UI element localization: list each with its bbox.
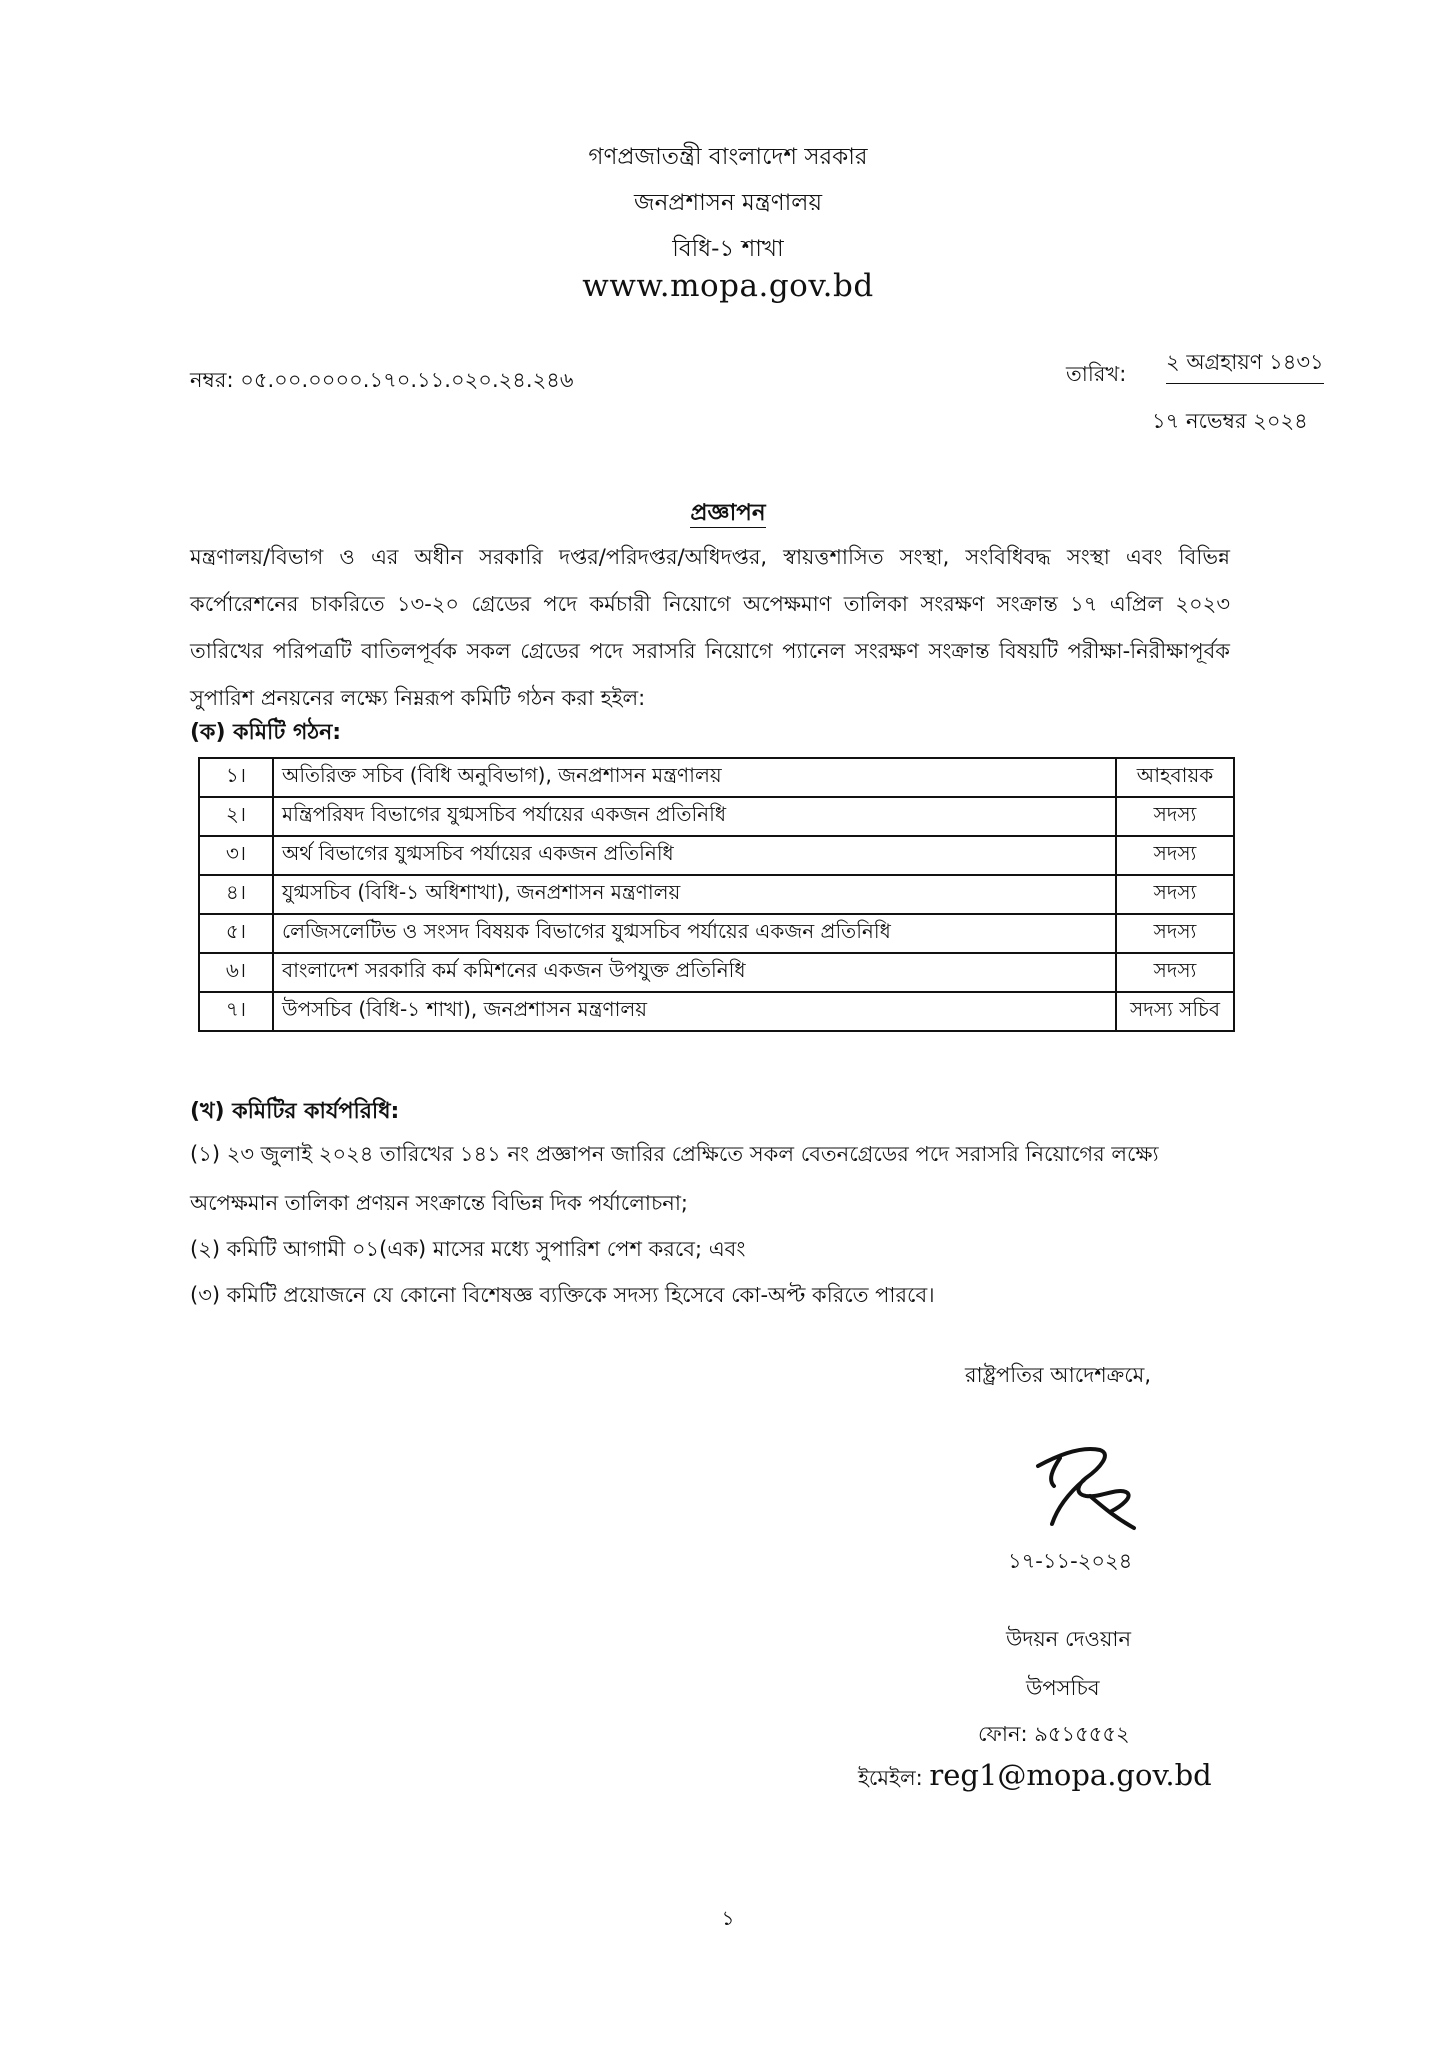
tor-item-1-continued: অপেক্ষমান তালিকা প্রণয়ন সংক্রান্তে বিভিন্ন দিক পর্যালোচনা; bbox=[190, 1191, 688, 1215]
committee-row bbox=[199, 953, 1234, 992]
committee-serial: ৭। bbox=[199, 992, 273, 1031]
notification-title-text: প্রজ্ঞাপন bbox=[690, 500, 766, 526]
committee-member: যুগ্মসচিব (বিধি-১ অধিশাখা), জনপ্রশাসন মন্ত্রণালয় bbox=[273, 875, 1116, 914]
committee-serial: ২। bbox=[199, 797, 273, 836]
section-b-heading: (খ) কমিটির কার্যপরিধি: bbox=[190, 1099, 400, 1124]
government-name: গণপ্রজাতন্ত্রী বাংলাদেশ সরকার bbox=[588, 144, 868, 170]
committee-role: সদস্য bbox=[1116, 797, 1234, 836]
committee-role: আহবায়ক bbox=[1116, 758, 1234, 797]
date-bangla: ২ অগ্রহায়ণ ১৪৩১ bbox=[1166, 346, 1324, 384]
branch-name: বিধি-১ শাখা bbox=[672, 236, 784, 262]
committee-member: বাংলাদেশ সরকারি কর্ম কমিশনের একজন উপযুক্ত প্রতিনিধি bbox=[273, 953, 1116, 992]
committee-serial: ৩। bbox=[199, 836, 273, 875]
committee-row bbox=[199, 914, 1234, 953]
committee-role: সদস্য bbox=[1116, 953, 1234, 992]
phone-number: ফোন: ৯৫১৫৫৫২ bbox=[978, 1722, 1130, 1746]
tor-item-3: (৩) কমিটি প্রয়োজনে যে কোনো বিশেষজ্ঞ ব্যক্তিকে সদস্য হিসেবে কো-অপ্ট করিতে পারবে। bbox=[190, 1283, 935, 1307]
section-a-heading: (ক) কমিটি গঠন: bbox=[190, 720, 342, 745]
committee-table bbox=[198, 757, 1235, 1032]
committee-row bbox=[199, 758, 1234, 797]
tor-item-1: (১) ২৩ জুলাই ২০২৪ তারিখের ১৪১ নং প্রজ্ঞাপন জারির প্রেক্ষিতে সকল বেতনগ্রেডের পদে সরাসরি নিয়োগের লক্ষ্যে bbox=[190, 1142, 1159, 1166]
email-line bbox=[858, 1758, 1212, 1797]
committee-member: অর্থ বিভাগের যুগ্মসচিব পর্যায়ের একজন প্রতিনিধি bbox=[273, 836, 1116, 875]
intro-paragraph: মন্ত্রণালয়/বিভাগ ও এর অধীন সরকারি দপ্তর/পরিদপ্তর/অধিদপ্তর, স্বায়ত্তশাসিত সংস্থা, সংবিধিবদ্ধ সংস্থা এবং বিভিন্ন কর্পোরেশনের চাকরিতে ১৩-২০ গ্রেডের পদে কর্মচারী নিয়োগে অপেক্ষমাণ তালিকা সংরক্ষণ সংক্রান্ত ১৭ এপ্রিল ২০২৩ তারিখের পরিপত্রটি বাতিলপূর্বক সকল গ্রেডের পদে সরাসরি নিয়োগে প্যানেল সংরক্ষণ সংক্রান্ত বিষয়টি পরীক্ষা-নিরীক্ষাপূর্বক সুপারিশ প্রনয়নের লক্ষ্যে নিম্নরূপ কমিটি গঠন করা হইল: bbox=[190, 545, 1230, 710]
committee-member: লেজিসলেটিভ ও সংসদ বিষয়ক বিভাগের যুগ্মসচিব পর্যায়ের একজন প্রতিনিধি bbox=[273, 914, 1116, 953]
committee-row bbox=[199, 797, 1234, 836]
signatory-name: উদয়ন দেওয়ান bbox=[1006, 1627, 1131, 1651]
ministry-name: জনপ্রশাসন মন্ত্রণালয় bbox=[634, 190, 822, 216]
tor-item-2: (২) কমিটি আগামী ০১(এক) মাসের মধ্যে সুপারিশ পেশ করবে; এবং bbox=[190, 1237, 746, 1261]
committee-serial: ৪। bbox=[199, 875, 273, 914]
committee-member: উপসচিব (বিধি-১ শাখা), জনপ্রশাসন মন্ত্রণালয় bbox=[273, 992, 1116, 1031]
memo-number: নম্বর: ০৫.০০.০০০০.১৭০.১১.০২০.২৪.২৪৬ bbox=[190, 368, 574, 392]
website: www.mopa.gov.bd bbox=[582, 268, 874, 304]
committee-serial: ১। bbox=[199, 758, 273, 797]
signatory-designation: উপসচিব bbox=[1026, 1676, 1100, 1700]
committee-role: সদস্য bbox=[1116, 914, 1234, 953]
notification-title bbox=[0, 494, 1456, 533]
committee-row bbox=[199, 992, 1234, 1031]
email-label: ইমেইল: bbox=[858, 1766, 923, 1790]
date-gregorian: ১৭ নভেম্বর ২০২৪ bbox=[1152, 409, 1308, 433]
committee-serial: ৫। bbox=[199, 914, 273, 953]
email-address: reg1@mopa.gov.bd bbox=[929, 1758, 1212, 1792]
date-label: তারিখ: bbox=[1066, 362, 1127, 386]
presidential-order: রাষ্ট্রপতির আদেশক্রমে, bbox=[965, 1363, 1151, 1387]
committee-row bbox=[199, 875, 1234, 914]
page-number: ১ bbox=[721, 1906, 735, 1930]
committee-member: অতিরিক্ত সচিব (বিধি অনুবিভাগ), জনপ্রশাসন মন্ত্রণালয় bbox=[273, 758, 1116, 797]
committee-role: সদস্য bbox=[1116, 836, 1234, 875]
handwritten-signature bbox=[1030, 1436, 1140, 1536]
committee-role: সদস্য সচিব bbox=[1116, 992, 1234, 1031]
committee-row bbox=[199, 836, 1234, 875]
committee-role: সদস্য bbox=[1116, 875, 1234, 914]
signature-date: ১৭-১১-২০২৪ bbox=[1008, 1549, 1133, 1573]
committee-member: মন্ত্রিপরিষদ বিভাগের যুগ্মসচিব পর্যায়ের একজন প্রতিনিধি bbox=[273, 797, 1116, 836]
committee-serial: ৬। bbox=[199, 953, 273, 992]
